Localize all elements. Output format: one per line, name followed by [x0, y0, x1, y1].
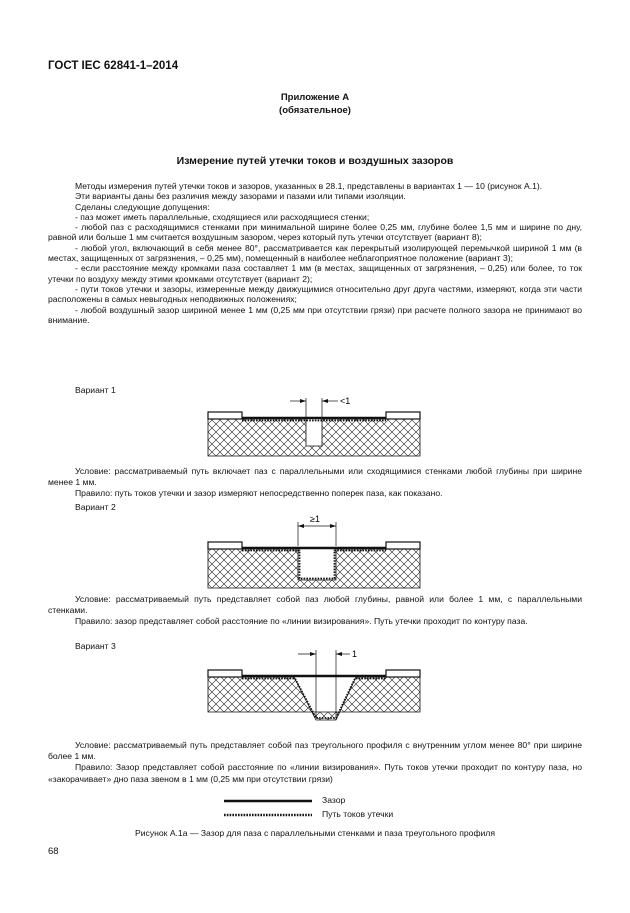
variant-2-label: Вариант 2	[75, 502, 116, 512]
variant-2-dimension: ≥1	[310, 514, 320, 524]
variant-2-diagram	[208, 514, 420, 588]
legend-creepage-label: Путь токов утечки	[322, 809, 394, 819]
variant-1-rule: Правило: путь токов утечки и зазор измеряют непосредственно поперек паза, как показано.	[75, 488, 443, 499]
variant-1-condition: Условие: рассматриваемый путь включает паз с параллельными или сходящимися стенками любой глубины при ширине менее 1 мм.	[48, 466, 582, 488]
paragraph: - любой воздушный зазор шириной менее 1 мм (0,25 мм при отсутствии грязи) при расчете полного зазора не принимают во внимание.	[48, 304, 582, 325]
paragraph: Методы измерения путей утечки токов и зазоров, указанных в 28.1, представлены в вариантах 1 — 10 (рисунок А.1).	[75, 181, 543, 191]
variant-2-condition: Условие: рассматриваемый путь представляет собой паз любой глубины, равной или более 1 мм, с параллельными стенками.	[48, 594, 582, 616]
appendix-subtitle: (обязательное)	[279, 105, 351, 116]
paragraph: - если расстояние между кромками паза составляет 1 мм (в местах, защищенных от загрязнения, – 0,25) или более, то ток утечки по воздуху между этими кромками отсутствует (вариант 2);	[48, 263, 582, 284]
variant-1-text	[48, 466, 582, 500]
paragraph: Сделаны следующие допущения:	[75, 201, 210, 212]
legend-gap-label: Зазор	[322, 795, 346, 805]
electrode-left	[208, 412, 242, 419]
variant-3-diagram	[208, 649, 420, 720]
variant-3-dimension: 1	[352, 649, 358, 659]
variant-3-rule: Правило: Зазор представляет собой расстояние по «линии визирования». Путь токов утечки проходит по контуру паза, но «закорачивает» дно паза звеном в 1 мм (0,25 мм при отсутствии грязи)	[48, 762, 582, 784]
section-title: Измерение путей утечки токов и воздушных зазоров	[176, 155, 454, 167]
paragraph: - паз может иметь параллельные, сходящиеся или расходящиеся стенки;	[75, 211, 370, 222]
variant-3-text	[48, 740, 582, 785]
paragraph: - любой паз с расходящимися стенками при минимальной ширине более 0,25 мм, глубине более 1,5 мм и ширине по дну, равной или больше 1 мм считается воздушным зазором, через который путь утечки отсутствует (вариант 8);	[48, 222, 582, 243]
variant-1-label: Вариант 1	[75, 385, 116, 395]
variant-2-rule: Правило: зазор представляет собой расстояние по «линии визирования». Путь утечки проходит по контуру паза.	[75, 616, 528, 627]
variant-1-diagram	[208, 396, 420, 456]
variant-2-text	[48, 594, 582, 628]
variant-3-condition: Условие: рассматриваемый путь представляет собой паз треугольного профиля с внутренним углом менее 80° при ширине более 1 мм.	[48, 740, 582, 762]
variant-1-dimension: <1	[340, 396, 351, 406]
paragraph: - любой угол, включающий в себя менее 80°, рассматривается как перекрытый изолирующей перемычкой шириной 1 мм (в местах, защищенных от загрязнения, – 0,25 мм), помещенный в наиболее неблагоприятное положение (вариант 3);	[48, 242, 582, 264]
document-header: ГОСТ IEC 62841-1–2014	[48, 60, 179, 72]
figure-caption: Рисунок А.1a — Зазор для паза с параллельными стенками и паза треугольного профиля	[135, 828, 495, 838]
paragraph: - пути токов утечки и зазоры, измеренные между движущимися относительно друг друга частями, измеряют, когда эти части расположены в самых невыгодных неподвижных положениях;	[48, 283, 582, 305]
appendix-title: Приложение А	[280, 92, 350, 103]
variant-3-label: Вариант 3	[75, 641, 116, 651]
paragraph: Эти варианты даны без различия между зазорами и пазами или типами изоляции.	[75, 191, 406, 202]
page-number: 68	[48, 846, 59, 857]
electrode-right	[386, 412, 420, 419]
